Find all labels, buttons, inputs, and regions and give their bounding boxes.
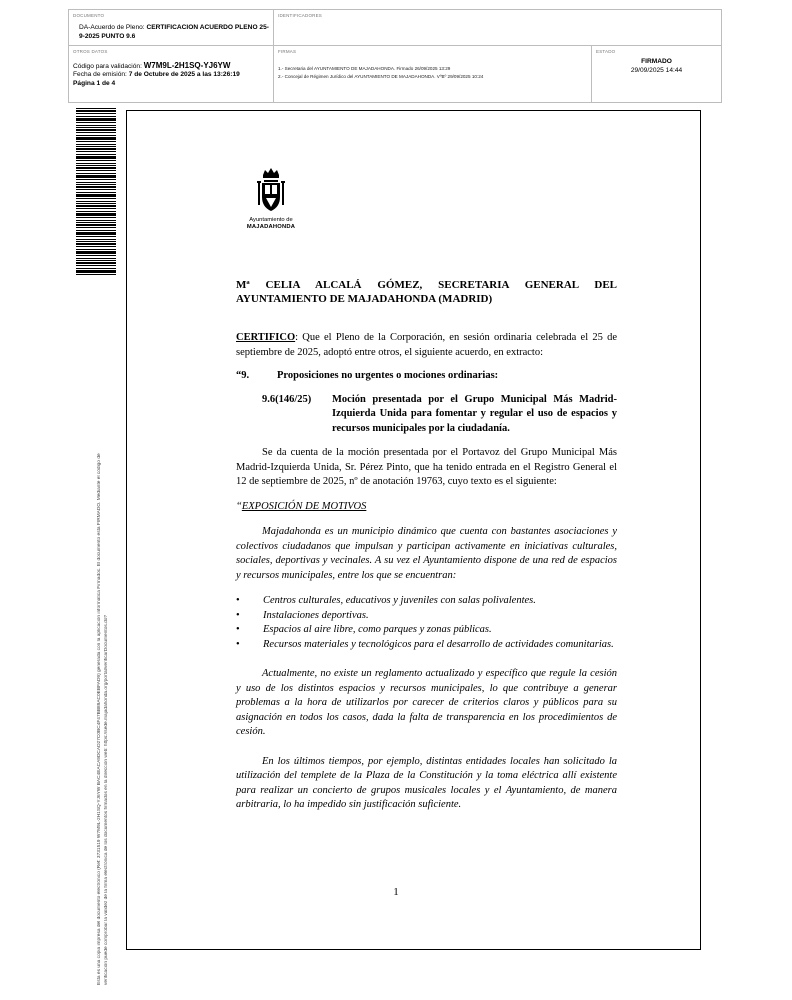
municipal-logo <box>236 167 306 231</box>
signature-1: 1.- Secretaria del AYUNTAMIENTO DE MAJADAHONDA. Firmado 26/09/2025 13:29 <box>278 66 451 71</box>
resources-list <box>236 594 617 652</box>
verification-side-text <box>97 295 110 985</box>
validation-code-line <box>73 61 230 70</box>
agenda-item-9 <box>236 369 617 384</box>
document-name-bold: CERTIFICACION ACUERDO PLENO 25-9-2025 PUNTO 9.6 <box>79 24 269 40</box>
side-text-line-2[interactable]: verificación puede comprobar la validez de la firma electrónica de los documentos firmados en la dirección web: https://sede.majadahonda.org/portal/verificarDocumentos.do? <box>103 614 109 985</box>
firmas-label: FIRMAS <box>278 49 297 54</box>
signature-2: 2.- Concejal de Régimen Jurídico del AYUNTAMIENTO DE MAJADAHONDA. VºBº 29/09/2025 10:24 <box>278 74 484 79</box>
list-item: • Espacios al aire libre, como parques y zonas públicas. <box>236 623 617 638</box>
document-name <box>79 24 269 41</box>
actualmente-paragraph: Actualmente, no existe un reglamento actualizado y específico que regule la cesión y uso de los distintos espacios y recursos municipales, lo que contribuye a generar problemas a la hora de utilizarlos por carecer de criterios claros y públicos para su asignación en todos los casos, dada la falta de transparencia en los procedimientos de cesión. <box>236 668 617 737</box>
documento-label: DOCUMENTO <box>73 13 105 18</box>
certifico-paragraph <box>236 331 617 360</box>
logo-text-line-1: Ayuntamiento de <box>249 217 293 223</box>
otros-datos-label: OTROS DATOS <box>73 49 108 54</box>
status-badge: FIRMADO <box>641 58 672 65</box>
document-name-prefix: DA-Acuerdo de Pleno: <box>79 24 147 31</box>
exposition-title <box>236 500 617 515</box>
status-date: 29/09/2025 14:44 <box>630 67 683 74</box>
coat-of-arms-icon <box>256 167 286 215</box>
validation-code-label: Código para validación: <box>73 63 144 70</box>
certifico-bold: CERTIFICO <box>236 332 296 343</box>
exposition-title-text: EXPOSICIÓN DE MOTIVOS <box>241 500 367 512</box>
estado-cell <box>592 46 721 102</box>
identificadores-label: IDENTIFICADORES <box>278 13 323 18</box>
logo-text-line-2: MAJADAHONDA <box>246 224 296 230</box>
document-header-table <box>68 9 722 103</box>
barcode-image <box>76 108 116 276</box>
identificadores-cell <box>274 10 721 46</box>
document-body <box>236 278 617 813</box>
list-item: • Recursos materiales y tecnológicos para el desarrollo de actividades comunitarias. <box>236 638 617 653</box>
certifier-heading: Mª CELIA ALCALÁ GÓMEZ, SECRETARIA GENERAL DEL AYUNTAMIENTO DE MAJADAHONDA (MADRID) <box>236 279 617 305</box>
certifico-text: : Que el Pleno de la Corporación, en sesión ordinaria celebrada el 25 de septiembre de 2025, adoptó entre otros, el siguiente acuerdo, en extracto: <box>236 332 617 358</box>
emission-date-label: Fecha de emisión: <box>73 71 129 78</box>
estado-label: ESTADO <box>596 49 616 54</box>
agenda-item-9-6-number: 9.6(146/25) <box>262 393 312 405</box>
agenda-item-9-title: Proposiciones no urgentes o mociones ordinarias: <box>277 370 499 381</box>
agenda-item-9-6 <box>262 393 617 437</box>
exposition-open-quote: “ <box>236 500 242 512</box>
list-item: • Centros culturales, educativos y juveniles con salas polivalentes. <box>236 594 617 609</box>
emission-date-value: 7 de Octubre de 2025 a las 13:26:19 <box>128 71 240 78</box>
emission-date-line <box>73 71 240 78</box>
agenda-item-9-6-title: Moción presentada por el Grupo Municipal Más Madrid-Izquierda Unida para fomentar y regular el uso de espacios y recursos municipales por la ciudadanía. <box>332 393 617 434</box>
validation-code-value[interactable]: W7M9L-2H1SQ-YJ6YW <box>143 61 231 70</box>
documento-cell <box>69 10 274 46</box>
otros-datos-cell <box>69 46 274 102</box>
majadahonda-paragraph: Majadahonda es un municipio dinámico que cuenta con bastantes asociaciones y colectivos ciudadanos que impulsan y participan activamente en iniciativas culturales, sociales, deportivas y vecinales. A su vez el Ayuntamiento dispone de una red de espacios y recursos municipales, entre los que se encuentran: <box>236 526 617 581</box>
motion-intro-paragraph: Se da cuenta de la moción presentada por el Portavoz del Grupo Municipal Más Madrid-Izquierda Unida, Sr. Pérez Pinto, que ha tenido entrada en el Registro General el 12 de septiembre de 2025, nº de anotación 19763, cuyo texto es el siguiente: <box>236 447 617 487</box>
firmas-cell <box>274 46 592 102</box>
agenda-item-9-number: “9. <box>236 370 250 381</box>
ultimos-tiempos-paragraph: En los últimos tiempos, por ejemplo, distintas entidades locales han solicitado la utilización del templete de la Plaza de la Constitución y la toma eléctrica allí existente para realizar un concierto de grupos musicales locales y el Ayuntamiento, de manera arbitraria, lo ha impedido sin justificación suficiente. <box>236 755 617 810</box>
side-text-line-1: Esta es una copia impresa del documento electrónico (Ref: 3731519 W7M9L-2H1SQ-YJ6YW BAC4EACA9DCAD27C0BC4F47BB89AC0EBFAD9) generada con la aplicación informática Firmadoc. El documento está FIRMADO. Mediante el código de <box>97 453 102 985</box>
page-count: Página 1 de 4 <box>73 80 116 87</box>
list-item: • Instalaciones deportivas. <box>236 609 617 624</box>
page-number: 1 <box>393 886 399 898</box>
